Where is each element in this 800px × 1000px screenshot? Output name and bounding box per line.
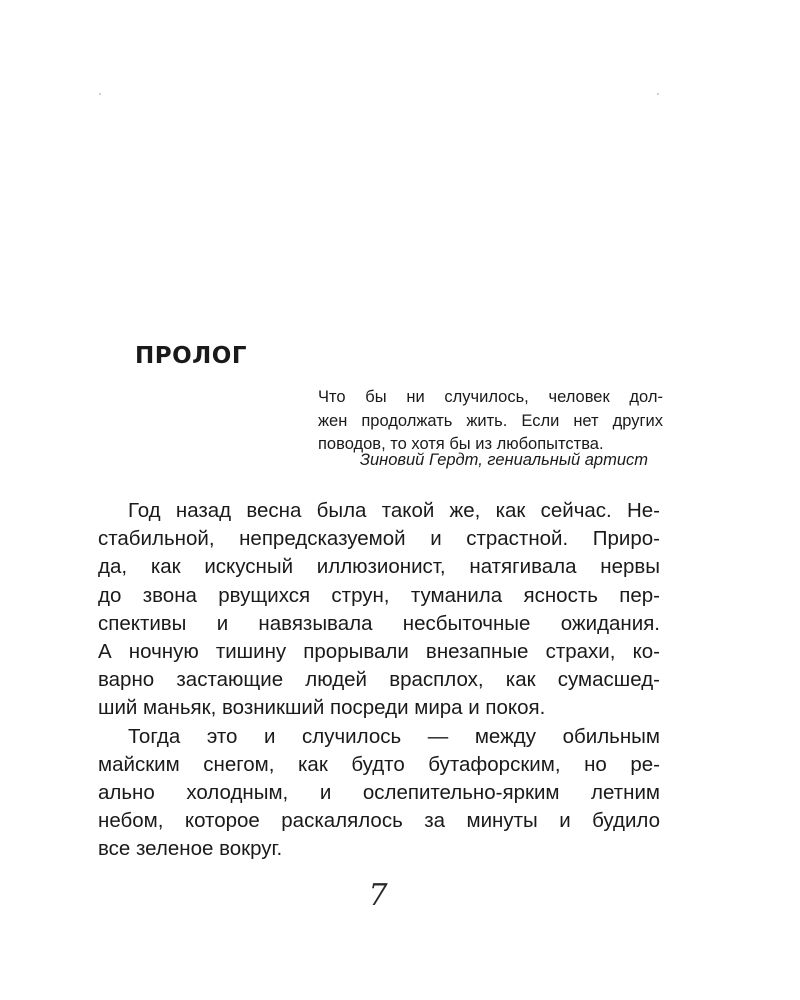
text-line: спективы и навязывала несбыточные ожидания. — [98, 611, 660, 635]
text-line: ший маньяк, возникший посреди мира и покоя. — [98, 696, 546, 720]
text-line: А ночную тишину прорывали внезапные страхи, ко- — [98, 640, 660, 664]
crop-mark-top-right — [657, 93, 659, 95]
text-line: стабильной, непредсказуемой и страстной. Приро- — [98, 527, 660, 551]
text-line: ально холодным, и ослепительно-ярким летним — [98, 781, 660, 805]
text-line: все зеленое вокруг. — [98, 837, 283, 861]
text-line: небом, которое раскалялось за минуты и будило — [98, 809, 660, 833]
epigraph — [318, 386, 663, 457]
text-line: варно застающие людей врасплох, как сумасшед- — [98, 668, 660, 692]
crop-mark-top-left — [99, 93, 101, 95]
epigraph-author: Зиновий Гердт, гениальный артист — [359, 451, 648, 469]
text-line: майским снегом, как будто бутафорским, но ре- — [98, 752, 660, 776]
text-line: Год назад весна была такой же, как сейчас. Не- — [128, 499, 660, 522]
epigraph-line: Что бы ни случилось, человек дол- — [318, 388, 663, 406]
text-line: Тогда это и случилось — между обильным — [128, 724, 660, 748]
text-line: до звона рвущихся струн, туманила ясность пер- — [98, 583, 660, 607]
epigraph-line: жен продолжать жить. Если нет других — [318, 411, 663, 430]
text-line: да, как искусный иллюзионист, натягивала нервы — [98, 555, 660, 579]
body-text — [98, 497, 660, 864]
chapter-heading: ПРОЛОГ — [135, 343, 247, 369]
page-number: 7 — [368, 878, 388, 913]
epigraph-line: поводов, то хотя бы из любопытства. — [318, 435, 604, 453]
